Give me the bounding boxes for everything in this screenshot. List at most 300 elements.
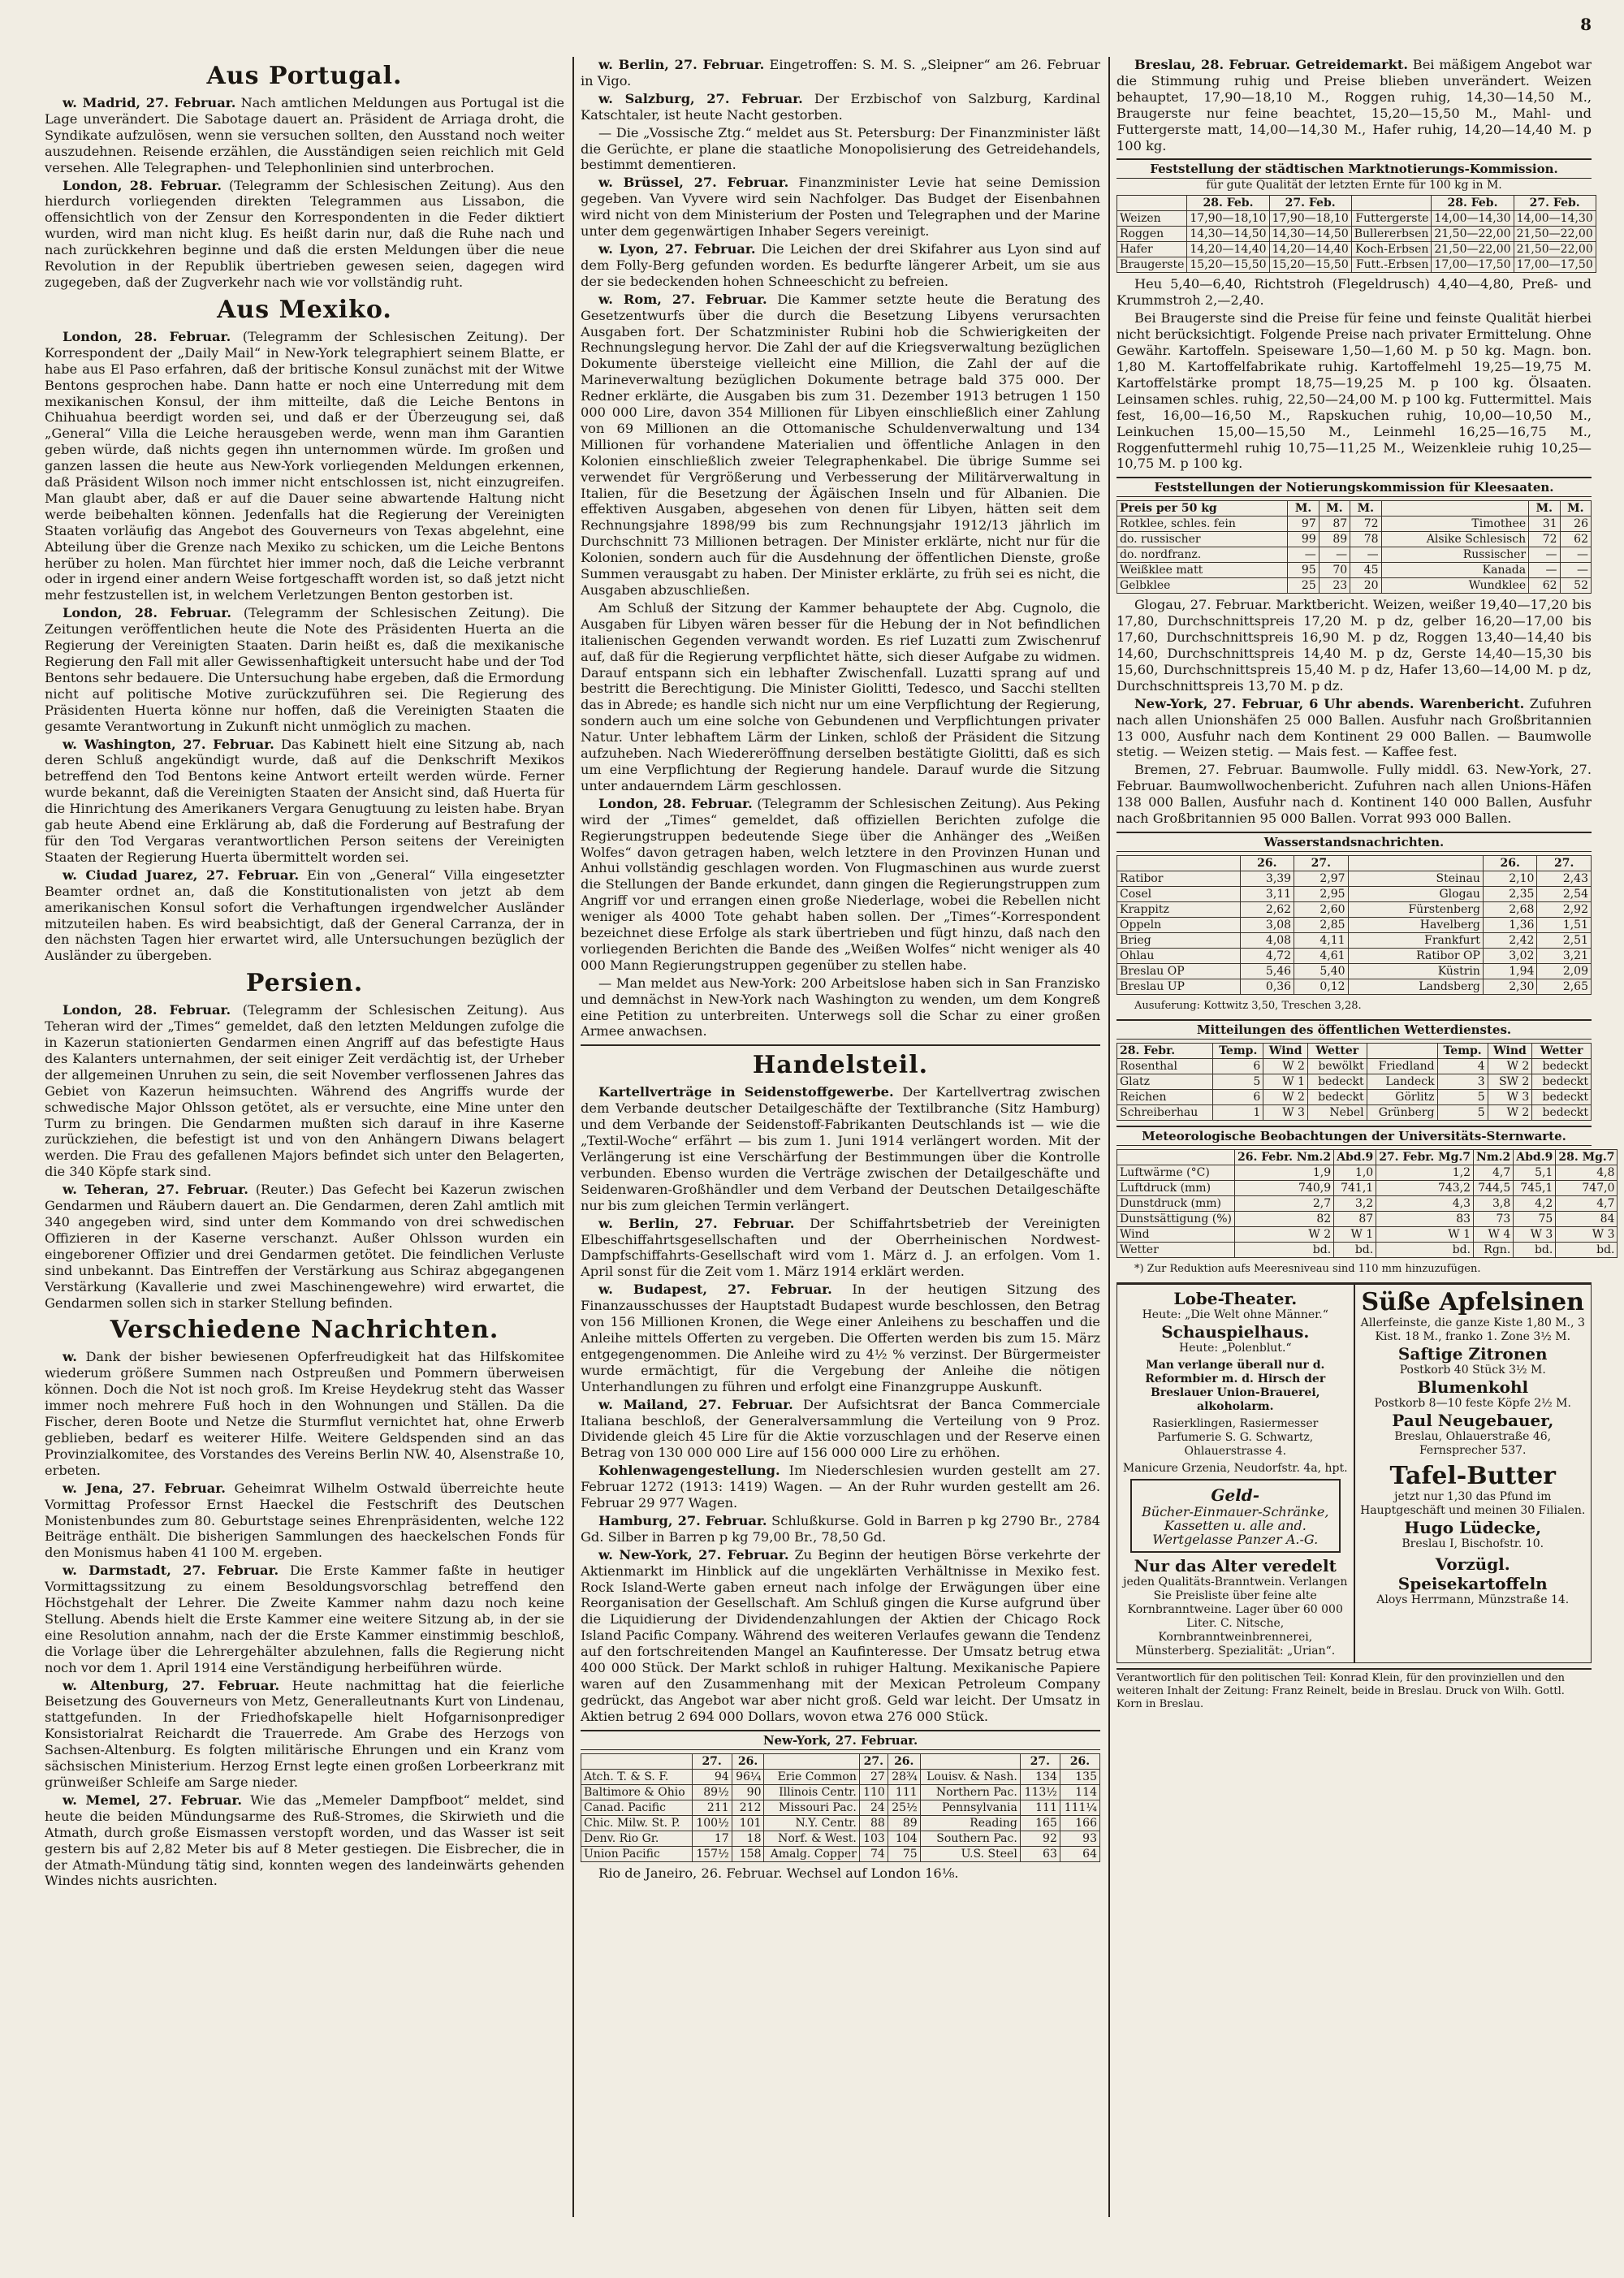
table-cell: W 3 bbox=[1488, 1089, 1532, 1104]
table-cell: 747,0 bbox=[1556, 1180, 1618, 1195]
table-cell: 14,20—14,40 bbox=[1269, 242, 1351, 257]
table-cell: 6 bbox=[1213, 1089, 1263, 1104]
table-cell: 2,35 bbox=[1483, 887, 1537, 902]
table-cell: 3,02 bbox=[1483, 949, 1537, 964]
article-dateline: w. Ciudad Juarez, 27. Februar. bbox=[63, 867, 300, 883]
table-row bbox=[1117, 918, 1592, 933]
table-cell: Friedland bbox=[1367, 1058, 1437, 1074]
table-cell: 15,20—15,50 bbox=[1269, 257, 1351, 273]
table-cell: Illinois Centr. bbox=[764, 1784, 859, 1800]
column-rule-2 bbox=[1108, 57, 1110, 2217]
table-cell: 24 bbox=[859, 1800, 888, 1815]
advertisements bbox=[1116, 1282, 1592, 1663]
table-row bbox=[1117, 1226, 1618, 1242]
table-cell: Rotklee, schles. fein bbox=[1117, 517, 1288, 532]
article-dateline: London, 28. Februar. bbox=[63, 328, 231, 344]
table-cell: N.Y. Centr. bbox=[764, 1815, 859, 1831]
table-cell: 157½ bbox=[692, 1846, 732, 1861]
table-cell: Russischer bbox=[1381, 547, 1529, 563]
article bbox=[581, 57, 1100, 89]
article bbox=[581, 975, 1100, 1040]
ad-luedecke-text: Breslau I, Bischofstr. 10. bbox=[1402, 1537, 1544, 1550]
article-dateline: w. Berlin, 27. Februar. bbox=[598, 1215, 795, 1231]
table-row bbox=[1117, 517, 1592, 532]
table-cell: Koch-Erbsen bbox=[1351, 242, 1432, 257]
breslau-heading: Breslau, 28. Februar. Getreidemarkt. bbox=[1134, 57, 1408, 72]
table-cell: 14,00—14,30 bbox=[1432, 211, 1514, 227]
table-cell: 89 bbox=[888, 1815, 920, 1831]
table-cell: 1,94 bbox=[1483, 964, 1537, 979]
table-header-row bbox=[1117, 856, 1592, 871]
table-cell: 89 bbox=[1319, 532, 1350, 547]
article bbox=[581, 1463, 1100, 1511]
table-cell: 2,65 bbox=[1537, 979, 1592, 995]
table-cell: Amalg. Copper bbox=[764, 1846, 859, 1861]
article-text: — Man meldet aus New-York: 200 Arbeitslose haben sich in San Franzisko und demnächst in New-York nach Washington zu wenden, um dem Kongreß eine Petition zu unterbreiten. Unterwegs soll die Schar zu einer großen Armee anwachsen. bbox=[581, 975, 1100, 1040]
table-cell: Southern Pac. bbox=[920, 1831, 1020, 1846]
table-cell: 99 bbox=[1288, 532, 1319, 547]
table-cell: bd. bbox=[1234, 1242, 1333, 1257]
table-cell: Baltimore & Ohio bbox=[581, 1784, 693, 1800]
table-cell: — bbox=[1319, 547, 1350, 563]
article-dateline: w. Madrid, 27. Februar. bbox=[63, 95, 236, 110]
table-cell: 62 bbox=[1529, 578, 1560, 594]
ad-lobe-text: Heute: „Die Welt ohne Männer.“ bbox=[1142, 1308, 1328, 1321]
ad-kartoffel-title: Vorzügl. Speisekartoffeln bbox=[1397, 1554, 1548, 1593]
table-header-cell: Abd.9 bbox=[1334, 1149, 1376, 1165]
table-cell: Kanada bbox=[1381, 563, 1529, 578]
ad-reform: Man verlange überall nur d. Reformbier m. d. Hirsch der Breslauer Union-Brauerei, alkoholarm. bbox=[1145, 1358, 1326, 1413]
table-cell: 64 bbox=[1060, 1846, 1099, 1861]
table-cell: do. russischer bbox=[1117, 532, 1288, 547]
table-cell: W 2 bbox=[1488, 1058, 1532, 1074]
table-cell: 2,62 bbox=[1240, 902, 1294, 918]
table-cell: 3,11 bbox=[1240, 887, 1294, 902]
table-cell: 90 bbox=[732, 1784, 764, 1800]
table-header-cell: Nm.2 bbox=[1474, 1149, 1514, 1165]
table-cell: 110 bbox=[859, 1784, 888, 1800]
ny-stock-table-caption: New-York, 27. Februar. bbox=[581, 1730, 1100, 1750]
table-cell: Reading bbox=[920, 1815, 1020, 1831]
table-cell: 743,2 bbox=[1376, 1180, 1474, 1195]
article-dateline: w. Jena, 27. Februar. bbox=[63, 1480, 226, 1496]
article-text: (Reuter.) Das Gefecht bei Kazerun zwischen Gendarmen und Räubern dauert an. Die Gendarmen, deren Zahl amtlich mit 340 angegeben wird, sind unter dem Kommando von drei schwedischen Offizieren in der Kaserne verschanzt. Außer Ohlsson wurden ein eingeborener Offizier und drei Gendarmen getötet. Die feindlichen Verluste sind unbekannt. Das Eintreffen der Verstärkung aus Schiraz abgegangenen Verstärkung (Kavallerie und zwei Maschinengewehre) wird erwartet, die Gendarmen sollen sich in starker Stellung befinden. bbox=[45, 1182, 564, 1311]
table-row bbox=[1117, 257, 1596, 273]
table-cell: 97 bbox=[1288, 517, 1319, 532]
table-cell: 87 bbox=[1334, 1211, 1376, 1226]
table-cell: 2,85 bbox=[1294, 918, 1349, 933]
article bbox=[581, 1513, 1100, 1545]
table-header-cell: Temp. bbox=[1213, 1043, 1263, 1058]
table-cell: Brieg bbox=[1117, 933, 1241, 949]
table-cell: 82 bbox=[1234, 1211, 1333, 1226]
table-row bbox=[1117, 242, 1596, 257]
table-cell: bedeckt bbox=[1307, 1074, 1367, 1089]
table-header-cell: 26. bbox=[1483, 856, 1537, 871]
table-cell: 4,08 bbox=[1240, 933, 1294, 949]
ad-neugebauer-title: Paul Neugebauer, bbox=[1392, 1410, 1554, 1430]
breslau-text: Bei mäßigem Angebot war die Stimmung ruhig und Preise blieben unverändert. Weizen behauptet, 17,90—18,10 M., Roggen ruhig, 14,30—14,50 M., Braugerste nur feine beachtet, 15,20—15,50 M., Mahl- und Futtergerste matt, 14,00—14,30 M., Hafer ruhig, 14,20—14,40 M. p 100 kg. bbox=[1116, 57, 1592, 153]
article bbox=[581, 241, 1100, 290]
table-cell: bd. bbox=[1556, 1242, 1618, 1257]
table-cell: 2,43 bbox=[1537, 871, 1592, 887]
table-cell: Dunstdruck (mm) bbox=[1117, 1195, 1235, 1211]
rio-footer: Rio de Janeiro, 26. Februar. Wechsel auf London 16⅛. bbox=[598, 1865, 959, 1881]
article-dateline: w. Darmstadt, 27. Februar. bbox=[63, 1563, 279, 1579]
article-text: Der Schiffahrtsbetrieb der Vereinigten Elbeschiffahrtsgesellschaften und der Oberrheinischen Nordwest-Dampfschiffahrts-Gesellschaft wird vom 1. März d. J. an erfolgen. Vom 1. April sonst für die Zeit vom 1. März 1914 erklärt werden. bbox=[581, 1215, 1100, 1280]
table-cell: Breslau UP bbox=[1117, 979, 1241, 995]
article-text: Am Schluß der Sitzung der Kammer behauptete der Abg. Cugnolo, die Ausgaben für Libyen wären besser für die Hebung der in Not befindlichen italienischen Gegenden verwandt worden. Es rief Luzatti zum Zwischenruf auf, daß für die Regierung verpflichtet hätte, sich dieser Aufgabe zu widmen. Darauf entspann sich ein lebhafter Zwischenfall. Luzatti sprang auf und bestritt die Berechtigung. Die Minister Giolitti, Tedesco, und Sacchi stellten das in Abrede; es handle sich nicht nur um eine Verpflichtung der Regierung, sondern auch um eine solche von Gebundenen und Verpflichtungen privater Natur. Unter lebhaftem Lärm der Linken, schloß der Präsident die Sitzung aufzuheben. Nach Wiedereröffnung derselben bestätigte Giolitti, daß es sich um eine Verpflichtung der Regierung handele. Darauf wurde die Sitzung unter andauerndem Lärm geschlossen. bbox=[581, 599, 1100, 793]
table-row bbox=[1117, 1211, 1618, 1226]
table-cell: 72 bbox=[1350, 517, 1381, 532]
section-heading-handelsteil: Handelsteil. bbox=[752, 1051, 929, 1080]
article-text: Zu Beginn der heutigen Börse verkehrte der Aktienmarkt im Hinblick auf die ungeklärten Verhältnisse in Mexiko fest. Rock Island-Werte gaben erneut nach infolge der Erwägungen über eine Reorganisation der Gesellschaft. Am Schluß gingen die Kurse aufgrund über die Liquidierung der Dividendenzahlungen der Aktien der Chicago Rock Island Pacific Company. Während des weiteren Verlaufes gewann die Tendenz auf den fortschreitenden Mangel an Kaufinteresse. Der Umsatz betrug etwa 400 000 Stück. Der Markt schloß in ruhiger Haltung. Mexikanische Papiere waren auf den Zusammenhang mit der Mexican Petroleum Company gedrückt, das Angebot war aber nicht groß. Geld war leicht. Der Umsatz in Aktien betrug 2 694 000 Dollars, wovon etwa 276 000 Stück. bbox=[581, 1546, 1100, 1724]
table-header-cell bbox=[1348, 856, 1483, 871]
table-row bbox=[1117, 227, 1596, 242]
table-cell: Oppeln bbox=[1117, 918, 1241, 933]
table-cell: W 2 bbox=[1234, 1226, 1333, 1242]
table-cell: 17,90—18,10 bbox=[1269, 211, 1351, 227]
table-cell: Gelbklee bbox=[1117, 578, 1288, 594]
grain-note: Heu 5,40—6,40, Richtstroh (Flegeldrusch) 4,40—4,80, Preß- und Krummstroh 2,—2,40. bbox=[1116, 276, 1592, 309]
article bbox=[45, 1002, 564, 1180]
article-dateline: w. Rom, 27. Februar. bbox=[598, 291, 767, 307]
article bbox=[45, 95, 564, 176]
article bbox=[45, 1678, 564, 1791]
table-header-cell: 28. Feb. bbox=[1432, 196, 1514, 211]
table-cell: bd. bbox=[1334, 1242, 1376, 1257]
table-cell: 4,2 bbox=[1514, 1195, 1556, 1211]
table-cell: Breslau OP bbox=[1117, 964, 1241, 979]
table-cell: Alsike Schlesisch bbox=[1381, 532, 1529, 547]
table-header-cell: M. bbox=[1529, 501, 1560, 517]
table-header-cell: 27. bbox=[1020, 1753, 1060, 1769]
article bbox=[581, 91, 1100, 123]
table-cell: Pennsylvania bbox=[920, 1800, 1020, 1815]
table-header-cell: 26. bbox=[888, 1753, 920, 1769]
table-cell: Steinau bbox=[1348, 871, 1483, 887]
table-header-cell: 27. Feb. bbox=[1514, 196, 1596, 211]
table-cell: Krappitz bbox=[1117, 902, 1241, 918]
table-row bbox=[1117, 1104, 1592, 1120]
table-header-cell bbox=[764, 1753, 859, 1769]
table-cell: bewölkt bbox=[1307, 1058, 1367, 1074]
ad-blumenkohl-text: Postkorb 8—10 feste Köpfe 2½ M. bbox=[1374, 1396, 1571, 1410]
table-row bbox=[1117, 871, 1592, 887]
article-dateline: Hamburg, 27. Februar. bbox=[598, 1512, 767, 1528]
table-cell: 4,7 bbox=[1556, 1195, 1618, 1211]
grain-price-table bbox=[1116, 195, 1596, 273]
table-cell: Küstrin bbox=[1348, 964, 1483, 979]
imprint: Verantwortlich für den politischen Teil: Konrad Klein, für den provinziellen und den weiteren Inhalt der Zeitung: Franz Reinelt, beide in Breslau. Druck von Wilh. Gottl. Korn in Breslau. bbox=[1116, 1668, 1592, 1711]
table-cell: 2,42 bbox=[1483, 933, 1537, 949]
table-cell: 74 bbox=[859, 1846, 888, 1861]
table-cell: 17,00—17,50 bbox=[1432, 257, 1514, 273]
page-number: 8 bbox=[1580, 15, 1592, 34]
table-cell: 20 bbox=[1350, 578, 1381, 594]
table-cell: 14,00—14,30 bbox=[1514, 211, 1596, 227]
table-cell: 2,51 bbox=[1537, 933, 1592, 949]
table-header-cell: M. bbox=[1350, 501, 1381, 517]
table-cell: Weißklee matt bbox=[1117, 563, 1288, 578]
ad-theater bbox=[1116, 1284, 1354, 1663]
table-cell: 95 bbox=[1288, 563, 1319, 578]
table-header-cell: Wind bbox=[1488, 1043, 1532, 1058]
article bbox=[45, 1182, 564, 1311]
table-cell: bedeckt bbox=[1532, 1089, 1592, 1104]
table-row bbox=[1117, 547, 1592, 563]
ad-kartoffel-text: Aloys Herrmann, Münzstraße 14. bbox=[1376, 1593, 1570, 1606]
table-header-cell: 26. Febr. Nm.2 bbox=[1234, 1149, 1333, 1165]
table-cell: 0,36 bbox=[1240, 979, 1294, 995]
table-cell: 15,20—15,50 bbox=[1187, 257, 1269, 273]
article bbox=[45, 737, 564, 866]
table-row bbox=[1117, 964, 1592, 979]
table-cell: 165 bbox=[1020, 1815, 1060, 1831]
table-header-cell: Temp. bbox=[1437, 1043, 1488, 1058]
table-cell: 2,7 bbox=[1234, 1195, 1333, 1211]
article bbox=[581, 600, 1100, 794]
table-header-cell: M. bbox=[1288, 501, 1319, 517]
table-cell: 2,60 bbox=[1294, 902, 1349, 918]
article-text: Im Niederschlesien wurden gestellt am 27. Februar 1272 (1913: 1419) Wagen. — An der Ruhr wurden gestellt am 26. Februar 29 977 Wagen. bbox=[581, 1463, 1100, 1511]
article-dateline: w. Teheran, 27. Februar. bbox=[63, 1182, 248, 1198]
table-cell: 111 bbox=[888, 1784, 920, 1800]
table-cell: bd. bbox=[1376, 1242, 1474, 1257]
table-cell: 94 bbox=[692, 1769, 732, 1784]
table-cell: 18 bbox=[732, 1831, 764, 1846]
table-cell: 4,7 bbox=[1474, 1165, 1514, 1180]
table-cell: 1,36 bbox=[1483, 918, 1537, 933]
table-cell: 21,50—22,00 bbox=[1432, 227, 1514, 242]
table-cell: 2,68 bbox=[1483, 902, 1537, 918]
article-text: (Telegramm der Schlesischen Zeitung). Aus Teheran wird der „Times“ gemeldet, daß den letzten Meldungen zufolge die in Kazerun stationierten Gendarmen einen Angriff auf das befestigte Haus des Kalanters unternahmen, der seit einiger Zeit verdächtig ist, der Urheber der allgemeinen Unruhen zu sein, die seit November verflossenen Jahres das Gebiet von Kazerun heimsuchten. Während des Angriffs wurde der schwedische Major Ohlsson getötet, als er versuchte, eine Mine unter den Turm zu bringen. Die Gendarmen mußten sich darauf in ihre Kaserne zurückziehen, die befestigt ist und von den Anhängern Diwans belagert werden. Die Frau des gefallenen Majors befindet sich unter den Belagerten, die 340 Köpfe stark sind. bbox=[45, 1002, 564, 1180]
table-cell: W 3 bbox=[1263, 1104, 1308, 1120]
ad-butter-title: Tafel-Butter bbox=[1389, 1461, 1556, 1490]
table-cell: Nebel bbox=[1307, 1104, 1367, 1120]
article-dateline: w. Washington, 27. Februar. bbox=[63, 736, 274, 752]
article bbox=[581, 1547, 1100, 1725]
table-header-cell: 28. Mg.7 bbox=[1556, 1149, 1618, 1165]
table-header-cell: 28. Feb. bbox=[1187, 196, 1269, 211]
table-cell: — bbox=[1560, 547, 1591, 563]
ad-luedecke-title: Hugo Lüdecke, bbox=[1404, 1517, 1542, 1537]
table-header-row bbox=[1117, 1043, 1592, 1058]
table-cell: Dunstsättigung (%) bbox=[1117, 1211, 1235, 1226]
table-header-cell: M. bbox=[1319, 501, 1350, 517]
table-row bbox=[1117, 949, 1592, 964]
table-cell: Union Pacific bbox=[581, 1846, 693, 1861]
weather-table bbox=[1116, 1043, 1592, 1121]
table-cell: Missouri Pac. bbox=[764, 1800, 859, 1815]
table-cell: Bullererbsen bbox=[1351, 227, 1432, 242]
klee-title: Feststellungen der Notierungskommission für Kleesaaten. bbox=[1116, 477, 1592, 497]
table-row bbox=[1117, 578, 1592, 594]
table-cell: 745,1 bbox=[1514, 1180, 1556, 1195]
table-cell: Wundklee bbox=[1381, 578, 1529, 594]
table-cell: 166 bbox=[1060, 1815, 1099, 1831]
table-row bbox=[1117, 563, 1592, 578]
table-cell: 92 bbox=[1020, 1831, 1060, 1846]
kommission-title: Feststellung der städtischen Marktnotierungs-Kommission. bbox=[1116, 158, 1592, 179]
table-cell: Ratibor bbox=[1117, 871, 1241, 887]
article-dateline: w. bbox=[63, 1349, 77, 1365]
article bbox=[581, 125, 1100, 174]
table-cell: 134 bbox=[1020, 1769, 1060, 1784]
article-text: (Telegramm der Schlesischen Zeitung). Der Korrespondent der „Daily Mail“ in New-York telegraphiert seinem Blatte, er habe aus El Paso erfahren, daß der britische Konsul zunächst mit der Witwe Bentons gesprochen habe. Dann hatte er noch eine Unterredung mit dem mexikanischen Konsul, der ihm mitteilte, daß die Leiche Bentons in Chihuahua beerdigt worden sei, und daß er der Überzeugung sei, daß „General“ Villa die Leiche herausgeben werde, wenn man ihm Garantien geben würde, daß nichts gegen ihn unternommen würde. Im großen und ganzen lassen die heute aus New-York vorliegenden Meldungen erkennen, daß Präsident Wilson noch immer nicht entschlossen ist, nicht einzugreifen. Man glaubt aber, daß er auf die Dauer seine abwartende Haltung nicht werde beibehalten können. Jedenfalls hat die Regierung der Vereinigten Staaten vorläufig das Angebot des Gouverneurs von Texas abgelehnt, eine Abteilung über die Grenze nach Mexiko zu schicken, um die Leiche Bentons herüber zu holen. Man fürchtet hier immer noch, daß die Leiche verbrannt oder in irgend einer andern Weise fortgeschafft worden ist, so daß jetzt nicht mehr festzustellen ist, in welchem Verletzungen Benton gestorben ist. bbox=[45, 328, 564, 603]
article-dateline: w. Lyon, 27. Februar. bbox=[598, 240, 756, 257]
table-cell: 5 bbox=[1213, 1074, 1263, 1089]
ad-apfelsinen-title: Süße Apfelsinen bbox=[1361, 1287, 1584, 1316]
table-row bbox=[581, 1769, 1100, 1784]
table-cell: 89½ bbox=[692, 1784, 732, 1800]
glogau-text: Glogau, 27. Februar. Marktbericht. Weizen, weißer 19,40—17,20 bis 17,80, Durchschnittspreis 17,20 M. p dz, gelber 16,20—17,00 bis 17,60, Durchschnittspreis 16,90 M. p dz, Roggen 13,40—14,40 bis 14,60, Durchschnittspreis 14,40 M. p dz, Gerste 14,40—15,30 bis 15,60, Durchschnittspreis 15,40 M. p dz, Hafer 13,60—14,00 M. p dz, Durchschnittspreis 13,70 M. p dz. bbox=[1116, 597, 1592, 694]
table-cell: Görlitz bbox=[1367, 1089, 1437, 1104]
article-text: Dank der bisher bewiesenen Opferfreudigkeit hat das Hilfskomitee wiederum größere Summen nach Ostpreußen und Pommern überweisen können. Doch die Not ist noch groß. Im Kreise Heydekrug steht das Wasser immer noch mehrere Fuß hoch in den Wohnungen und Ställen. Da die Fischer, deren Boote und Netze die Sturmflut vernichtet hat, ohne Erwerb geblieben, bedarf es weiterer Hilfe. Weitere Geldspenden sind an das Provinzialkomitee, des Vorstandes des Vereins Berlin NW. 40, Alsenstraße 10, erbeten. bbox=[45, 1349, 564, 1478]
table-cell: 103 bbox=[859, 1831, 888, 1846]
table-row bbox=[1117, 1058, 1592, 1074]
article-dateline: w. Brüssel, 27. Februar. bbox=[598, 175, 789, 191]
ad-apfelsinen-text: Allerfeinste, die ganze Kiste 1,80 M., 3 Kist. 18 M., franko 1. Zone 3½ M. bbox=[1360, 1316, 1585, 1343]
table-cell: 741,1 bbox=[1334, 1180, 1376, 1195]
table-cell: 73 bbox=[1474, 1211, 1514, 1226]
table-cell: 78 bbox=[1350, 532, 1381, 547]
article bbox=[581, 1084, 1100, 1213]
table-cell: 21,50—22,00 bbox=[1514, 242, 1596, 257]
table-row bbox=[1117, 1165, 1618, 1180]
table-cell: 5,40 bbox=[1294, 964, 1349, 979]
table-cell: Fürstenberg bbox=[1348, 902, 1483, 918]
table-cell: Cosel bbox=[1117, 887, 1241, 902]
table-cell: 111 bbox=[1020, 1800, 1060, 1815]
table-cell: Ratibor OP bbox=[1348, 949, 1483, 964]
article-dateline: w. New-York, 27. Februar. bbox=[598, 1546, 789, 1563]
table-cell: Canad. Pacific bbox=[581, 1800, 693, 1815]
table-cell: Ohlau bbox=[1117, 949, 1241, 964]
table-cell: 14,20—14,40 bbox=[1187, 242, 1269, 257]
meteo-table bbox=[1116, 1149, 1618, 1258]
table-header-cell bbox=[920, 1753, 1020, 1769]
article-text: Die Leichen der drei Skifahrer aus Lyon sind auf dem Folly-Berg gefunden worden. Es bedurfte längerer Arbeit, um sie aus der sie bedeckenden hohen Schneeschicht zu befreien. bbox=[581, 240, 1100, 289]
column-3 bbox=[1116, 57, 1615, 2217]
table-header-cell: 27. Feb. bbox=[1269, 196, 1351, 211]
article bbox=[581, 1216, 1100, 1281]
table-cell: 744,5 bbox=[1474, 1180, 1514, 1195]
ad-rasier: Rasierklingen, Rasiermesser Parfumerie S. G. Schwartz, Ohlauerstrasse 4. bbox=[1152, 1416, 1319, 1458]
table-cell: 72 bbox=[1529, 532, 1560, 547]
table-cell: 4,11 bbox=[1294, 933, 1349, 949]
table-cell: 96¼ bbox=[732, 1769, 764, 1784]
table-cell: Grünberg bbox=[1367, 1104, 1437, 1120]
table-cell: W 1 bbox=[1376, 1226, 1474, 1242]
table-cell: 113½ bbox=[1020, 1784, 1060, 1800]
table-cell: Louisv. & Nash. bbox=[920, 1769, 1020, 1784]
article-dateline: London, 28. Februar. bbox=[63, 605, 231, 621]
table-cell: Reichen bbox=[1117, 1089, 1213, 1104]
table-cell: Chic. Milw. St. P. bbox=[581, 1815, 693, 1831]
table-cell: 88 bbox=[859, 1815, 888, 1831]
section-heading: Aus Mexiko. bbox=[217, 295, 392, 324]
article-text: In der heutigen Sitzung des Finanzausschusses der Hauptstadt Budapest wurde beschlossen, den Betrag von 156 Millionen Kronen, die Wege einer Anleihens zu beschaffen und die Anleihe mittels Offerten zu vergeben. Die Offerten werden bis zum 15. März entgegengenommen. Die Anleihe wird zu 4½ % verzinst. Der Bürgermeister wurde ermächtigt, für die Vergebung der Anleihe die nötigen Unterhandlungen zu führen und erfolgt eine Finanzgruppe Auskunft. bbox=[581, 1282, 1100, 1394]
table-cell: Norf. & West. bbox=[764, 1831, 859, 1846]
article-text: (Telegramm der Schlesischen Zeitung). Aus Peking wird der „Times“ gemeldet, daß offiziellen Berichten zufolge die Regierungstruppen bedeutende Siege über die Anhänger des „Weißen Wolfes“ davon getragen haben, welch letztere in den Provinzen Hunan und Anhui vollständig geschlagen worden. Von Flugmaschinen aus wurde zuerst die Stellungen der Bande erkundet, dann gingen die Regierungstruppen zum Angriff vor und errangen einen große Niederlage, wobei die Rebellen nicht weniger als 4000 Tote gehabt haben sollen. Der „Times“-Korrespondent bezeichnet diese Erfolge als stark übertrieben und fügt hinzu, daß nach den vorliegenden Berichten die Bande des „Weißen Wolfes“ nicht weniger als 40 000 Mann Regierungstruppen gegenüber zu stellen habe. bbox=[581, 795, 1100, 973]
table-row bbox=[581, 1831, 1100, 1846]
table-cell: 211 bbox=[692, 1800, 732, 1815]
article-dateline: Kohlenwagengestellung. bbox=[598, 1463, 780, 1479]
table-cell: 5 bbox=[1437, 1089, 1488, 1104]
breslau-more: Bei Braugerste sind die Preise für feine und feinste Qualität hierbei nicht berücksichtigt. Folgende Preise nach privater Ermittelung. Ohne Gewähr. Kartoffeln. Speiseware 1,50—1,60 M. p 50 kg. Magn. bon. 1,80 M. Kartoffelfabrikate ruhig. Kartoffelmehl 19,25—19,75 M. Kartoffelstärke prompt 18,75—19,25 M. p 100 kg. Ölsaaten. Leinsamen schles. ruhig, 22,50—24,00 M. p 100 kg. Futtermittel. Mais fest, 16,00—16,50 M., Rapskuchen ruhig, 10,00—10,50 M., Leinkuchen 15,00—15,50 M., Leinmehl 16,25—16,75 M., Roggenfuttermehl ruhig 10,75—11,25 M., Weizenkleie ruhig 10,25—10,75 M. p 100 kg. bbox=[1116, 310, 1592, 472]
table-cell: 104 bbox=[888, 1831, 920, 1846]
table-cell: 3,2 bbox=[1334, 1195, 1376, 1211]
table-header-cell: Wind bbox=[1263, 1043, 1308, 1058]
table-cell: 23 bbox=[1319, 578, 1350, 594]
table-header-cell: 27. bbox=[692, 1753, 732, 1769]
table-cell: 4,61 bbox=[1294, 949, 1349, 964]
table-cell: bedeckt bbox=[1532, 1104, 1592, 1120]
table-cell: Denv. Rio Gr. bbox=[581, 1831, 693, 1846]
table-cell: W 1 bbox=[1334, 1226, 1376, 1242]
table-header-row bbox=[1117, 1149, 1618, 1165]
article bbox=[581, 1282, 1100, 1394]
article bbox=[45, 867, 564, 964]
ad-alter-title: Nur das Alter veredelt bbox=[1134, 1555, 1337, 1576]
table-cell: 62 bbox=[1560, 532, 1591, 547]
article-dateline: w. Memel, 27. Februar. bbox=[63, 1792, 243, 1808]
table-cell: 212 bbox=[732, 1800, 764, 1815]
column-2-news bbox=[581, 57, 1100, 1040]
table-header-cell: 26. bbox=[1240, 856, 1294, 871]
table-cell: SW 2 bbox=[1488, 1074, 1532, 1089]
table-header-cell: 27. Febr. Mg.7 bbox=[1376, 1149, 1474, 1165]
table-cell: do. nordfranz. bbox=[1117, 547, 1288, 563]
table-cell: Erie Common bbox=[764, 1769, 859, 1784]
table-cell: 26 bbox=[1560, 517, 1591, 532]
article-text: Das Kabinett hielt eine Sitzung ab, nach deren Schluß angekündigt wurde, daß auf die Denkschrift Mexikos betreffend den Tod Bentons keine Antwort erteilt werden würde. Ferner wurde bekannt, daß die Vereinigten Staaten der Ansicht sind, daß Huerta für die Hinrichtung des Amerikaners Vergara Genugtuung zu leisten habe. Bryan gab heute Abend eine Erklärung ab, daß die Forderung auf Bestrafung der für den Tod Vergaras verantwortlichen Person seitens der Vereinigten Staaten der Regierung Huerta übermittelt worden sei. bbox=[45, 736, 564, 865]
table-cell: 45 bbox=[1350, 563, 1381, 578]
table-row bbox=[1117, 1242, 1618, 1257]
table-header-cell: Wetter bbox=[1532, 1043, 1592, 1058]
table-header-cell bbox=[1367, 1043, 1437, 1058]
table-cell: 27 bbox=[859, 1769, 888, 1784]
table-cell: 17,00—17,50 bbox=[1514, 257, 1596, 273]
table-header-row bbox=[581, 1753, 1100, 1769]
table-cell: W 3 bbox=[1556, 1226, 1618, 1242]
table-header-cell: 28. Febr. bbox=[1117, 1043, 1213, 1058]
ad-zitronen-title: Saftige Zitronen bbox=[1397, 1343, 1548, 1364]
table-cell: Glogau bbox=[1348, 887, 1483, 902]
table-cell: 1,2 bbox=[1376, 1165, 1474, 1180]
table-cell: 740,9 bbox=[1234, 1180, 1333, 1195]
table-cell: Futt.-Erbsen bbox=[1351, 257, 1432, 273]
bremen-text: Bremen, 27. Februar. Baumwolle. Fully middl. 63. New-York, 27. Februar. Baumwollwochenbericht. Zufuhren nach allen Unions-Häfen 138 000 Ballen, Ausfuhr nach d. Kontinent 140 000 Ballen, Ausfuhr nach Großbritannien 95 000 Ballen. Vorrat 993 000 Ballen. bbox=[1116, 762, 1592, 827]
table-cell: 25½ bbox=[888, 1800, 920, 1815]
table-row bbox=[1117, 1074, 1592, 1089]
table-row bbox=[1117, 1180, 1618, 1195]
table-cell: Luftdruck (mm) bbox=[1117, 1180, 1235, 1195]
ad-geld-title: Geld- bbox=[1211, 1485, 1260, 1505]
klee-table bbox=[1116, 500, 1592, 594]
table-cell: 83 bbox=[1376, 1211, 1474, 1226]
column-rule-1 bbox=[572, 57, 574, 2217]
table-cell: 75 bbox=[888, 1846, 920, 1861]
table-header-cell: 27. bbox=[859, 1753, 888, 1769]
table-cell: Wetter bbox=[1117, 1242, 1235, 1257]
newspaper-page bbox=[45, 57, 1615, 2217]
weather-caption: Mitteilungen des öffentlichen Wetterdienstes. bbox=[1116, 1019, 1592, 1040]
ad-manicure: Manicure Grzenia, Neudorfstr. 4a, hpt. bbox=[1122, 1461, 1348, 1475]
article bbox=[581, 175, 1100, 240]
table-cell: W 2 bbox=[1263, 1089, 1308, 1104]
